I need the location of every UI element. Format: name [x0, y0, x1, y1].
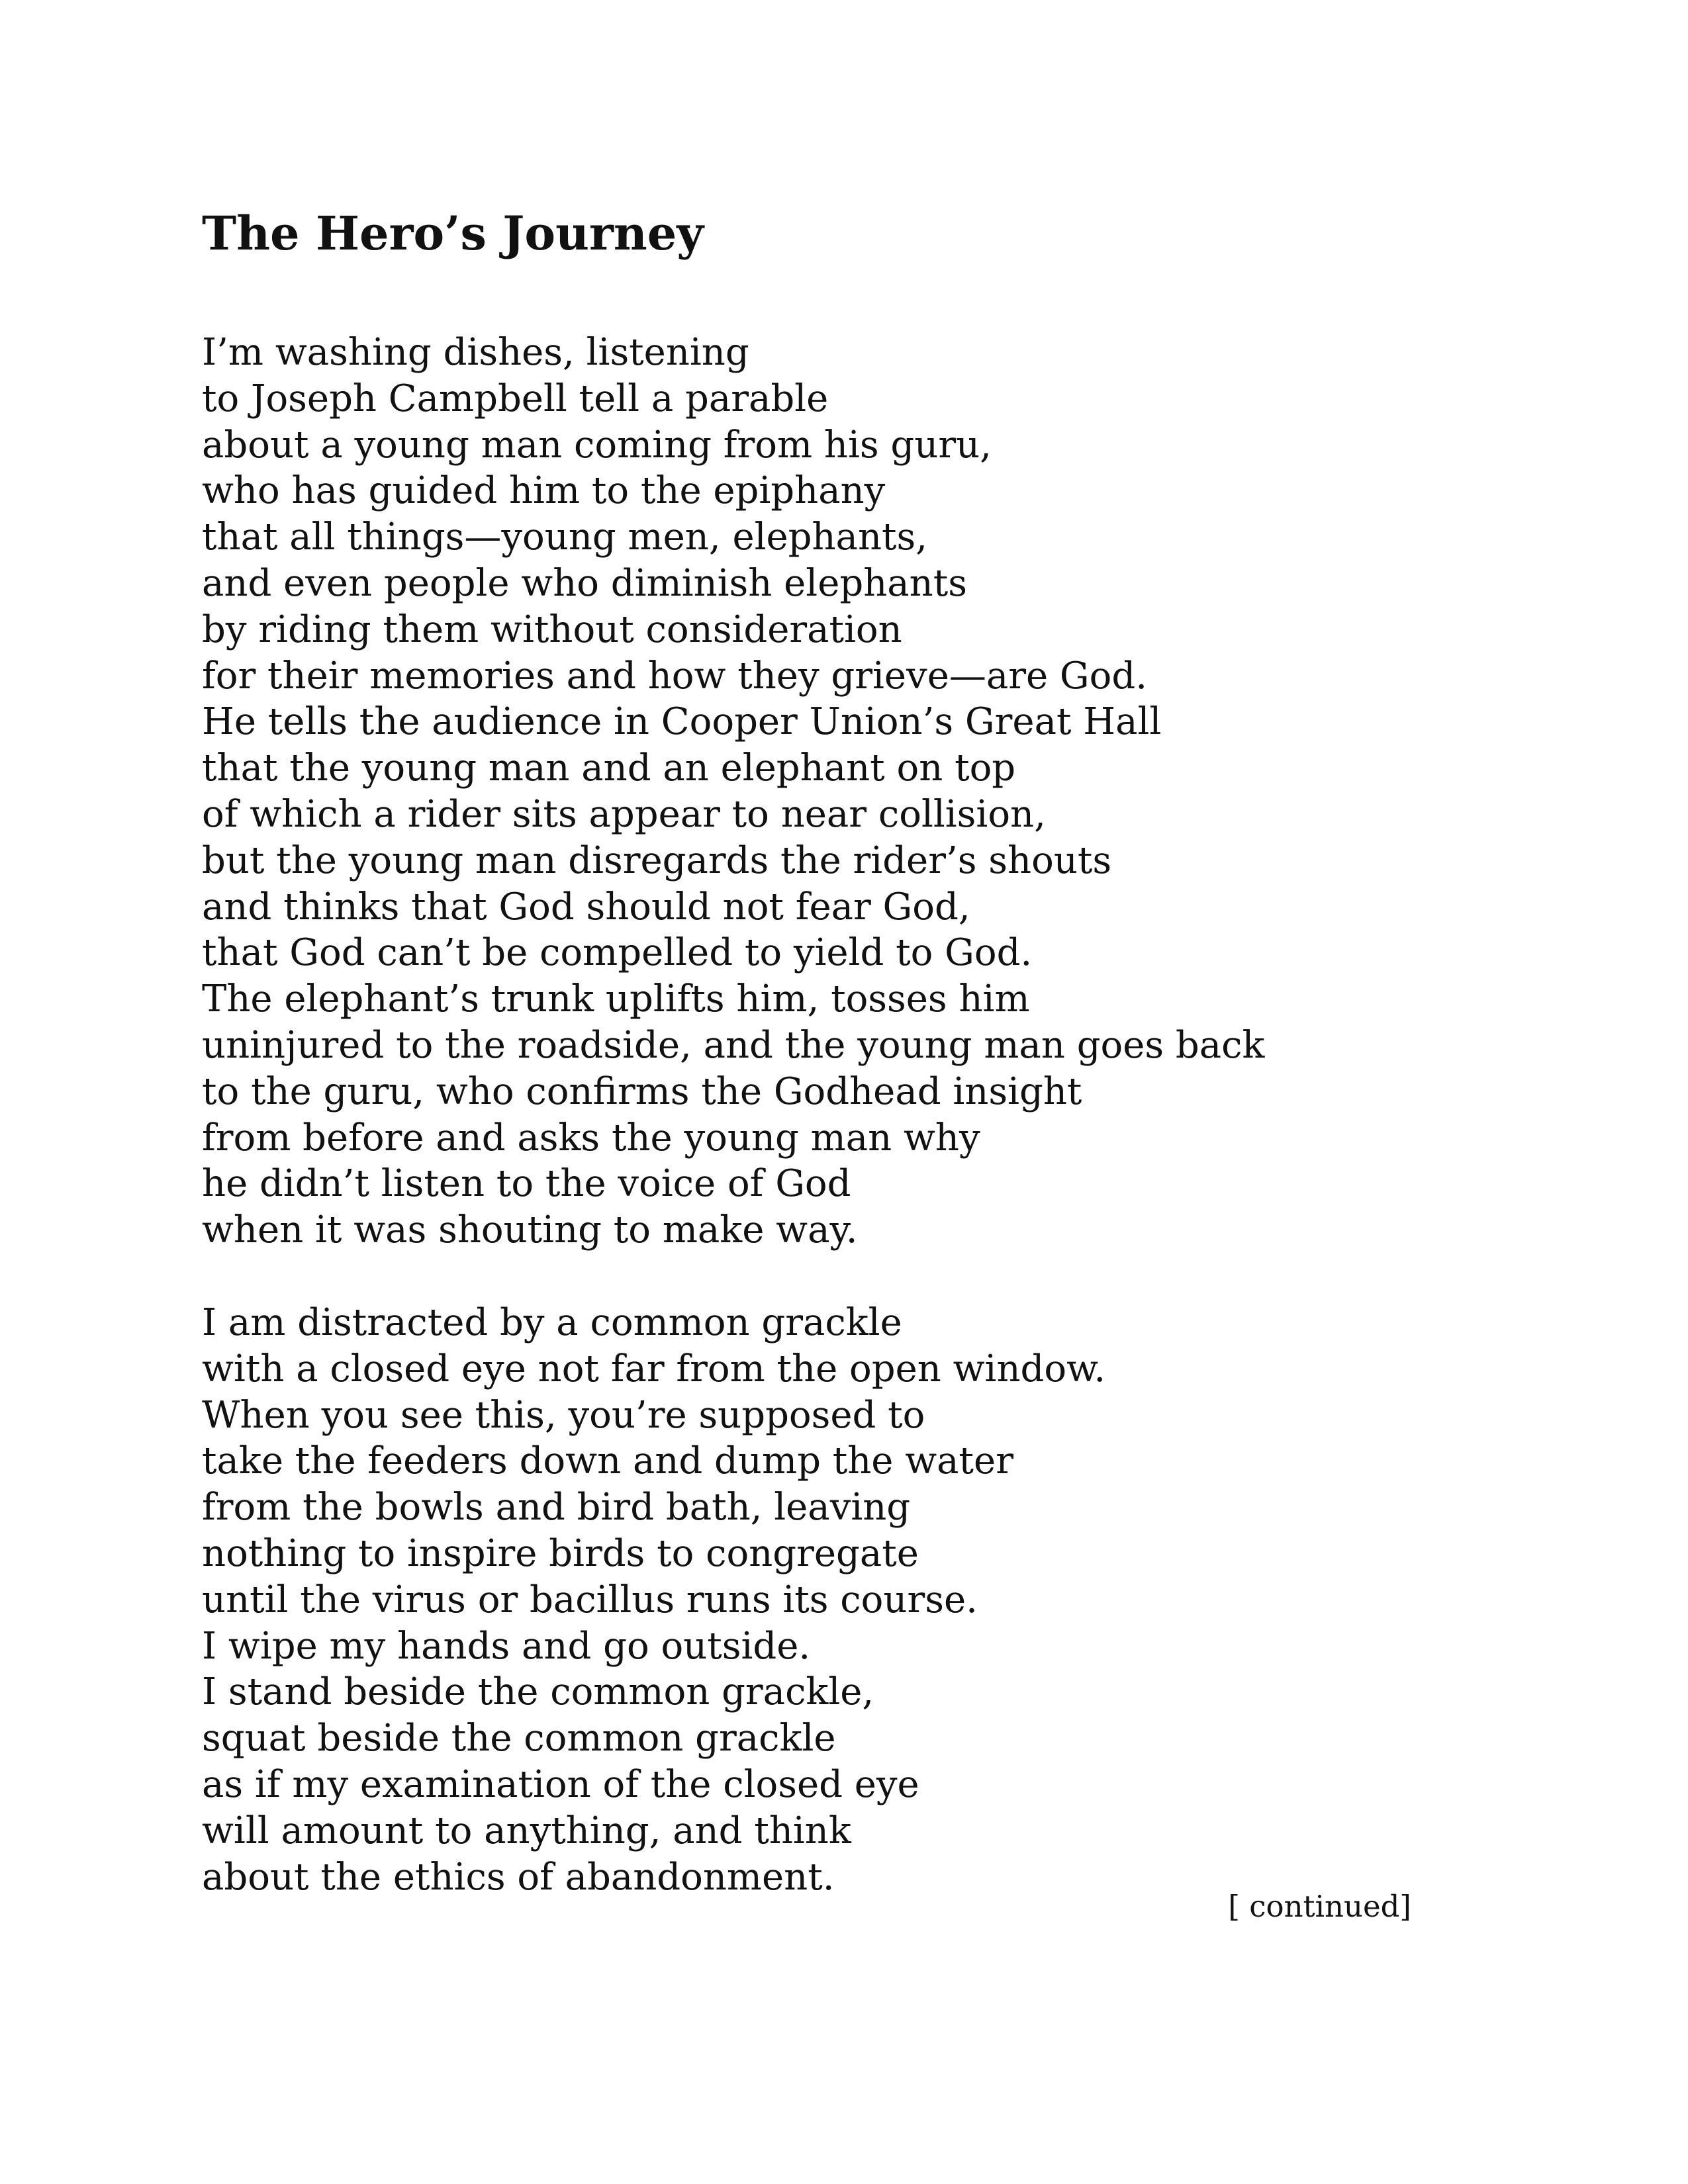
poem-line: by riding them without consideration	[202, 608, 902, 651]
poem-line: that God can’t be compelled to yield to God.	[202, 931, 1033, 975]
poem-line: When you see this, you’re supposed to	[202, 1393, 925, 1437]
poem-line: from before and asks the young man why	[202, 1116, 980, 1160]
poem-line: as if my examination of the closed eye	[202, 1762, 919, 1806]
poem-line: nothing to inspire birds to congregate	[202, 1531, 919, 1575]
stanza-2	[202, 1300, 1105, 1900]
poem-line: uninjured to the roadside, and the young man goes back	[202, 1023, 1265, 1067]
poem-line: from the bowls and bird bath, leaving	[202, 1486, 911, 1529]
poem-line: I stand beside the common grackle,	[202, 1670, 874, 1714]
poem-line: that all things—young men, elephants,	[202, 516, 928, 559]
poem-line: about a young man coming from his guru,	[202, 423, 992, 467]
poem-line: he didn’t listen to the voice of God	[202, 1162, 851, 1206]
poem-line: about the ethics of abandonment.	[202, 1855, 835, 1899]
poem-line: that the young man and an elephant on top	[202, 747, 1016, 790]
poem-title: The Hero’s Journey	[202, 206, 704, 261]
poem-line: but the young man disregards the rider’s shouts	[202, 839, 1112, 882]
poem-line: squat beside the common grackle	[202, 1717, 836, 1760]
poem-line: I’m washing dishes, listening	[202, 331, 749, 374]
poem-line: and even people who diminish elephants	[202, 561, 967, 605]
poem-line: and thinks that God should not fear God,	[202, 885, 970, 929]
poem-line: I am distracted by a common grackle	[202, 1301, 902, 1344]
poem-line: with a closed eye not far from the open window.	[202, 1347, 1106, 1390]
poem-line: when it was shouting to make way.	[202, 1208, 858, 1252]
poem-line: for their memories and how they grieve—are God.	[202, 654, 1148, 698]
poem-line: until the virus or bacillus runs its course.	[202, 1578, 978, 1621]
poem-line: to the guru, who confirms the Godhead insight	[202, 1069, 1082, 1113]
poem-line: who has guided him to the epiphany	[202, 469, 886, 513]
continued-note: [ continued]	[1228, 1889, 1411, 1924]
poem-line: to Joseph Campbell tell a parable	[202, 377, 829, 420]
poem-line: take the feeders down and dump the water	[202, 1439, 1013, 1483]
poem-line: will amount to anything, and think	[202, 1809, 851, 1852]
stanza-1	[202, 330, 1264, 1253]
poem-line: I wipe my hands and go outside.	[202, 1624, 811, 1668]
poem-line: of which a rider sits appear to near collision,	[202, 792, 1046, 836]
poem-line: The elephant’s trunk uplifts him, tosses him	[202, 978, 1030, 1021]
poem-line: He tells the audience in Cooper Union’s Great Hall	[202, 700, 1162, 744]
